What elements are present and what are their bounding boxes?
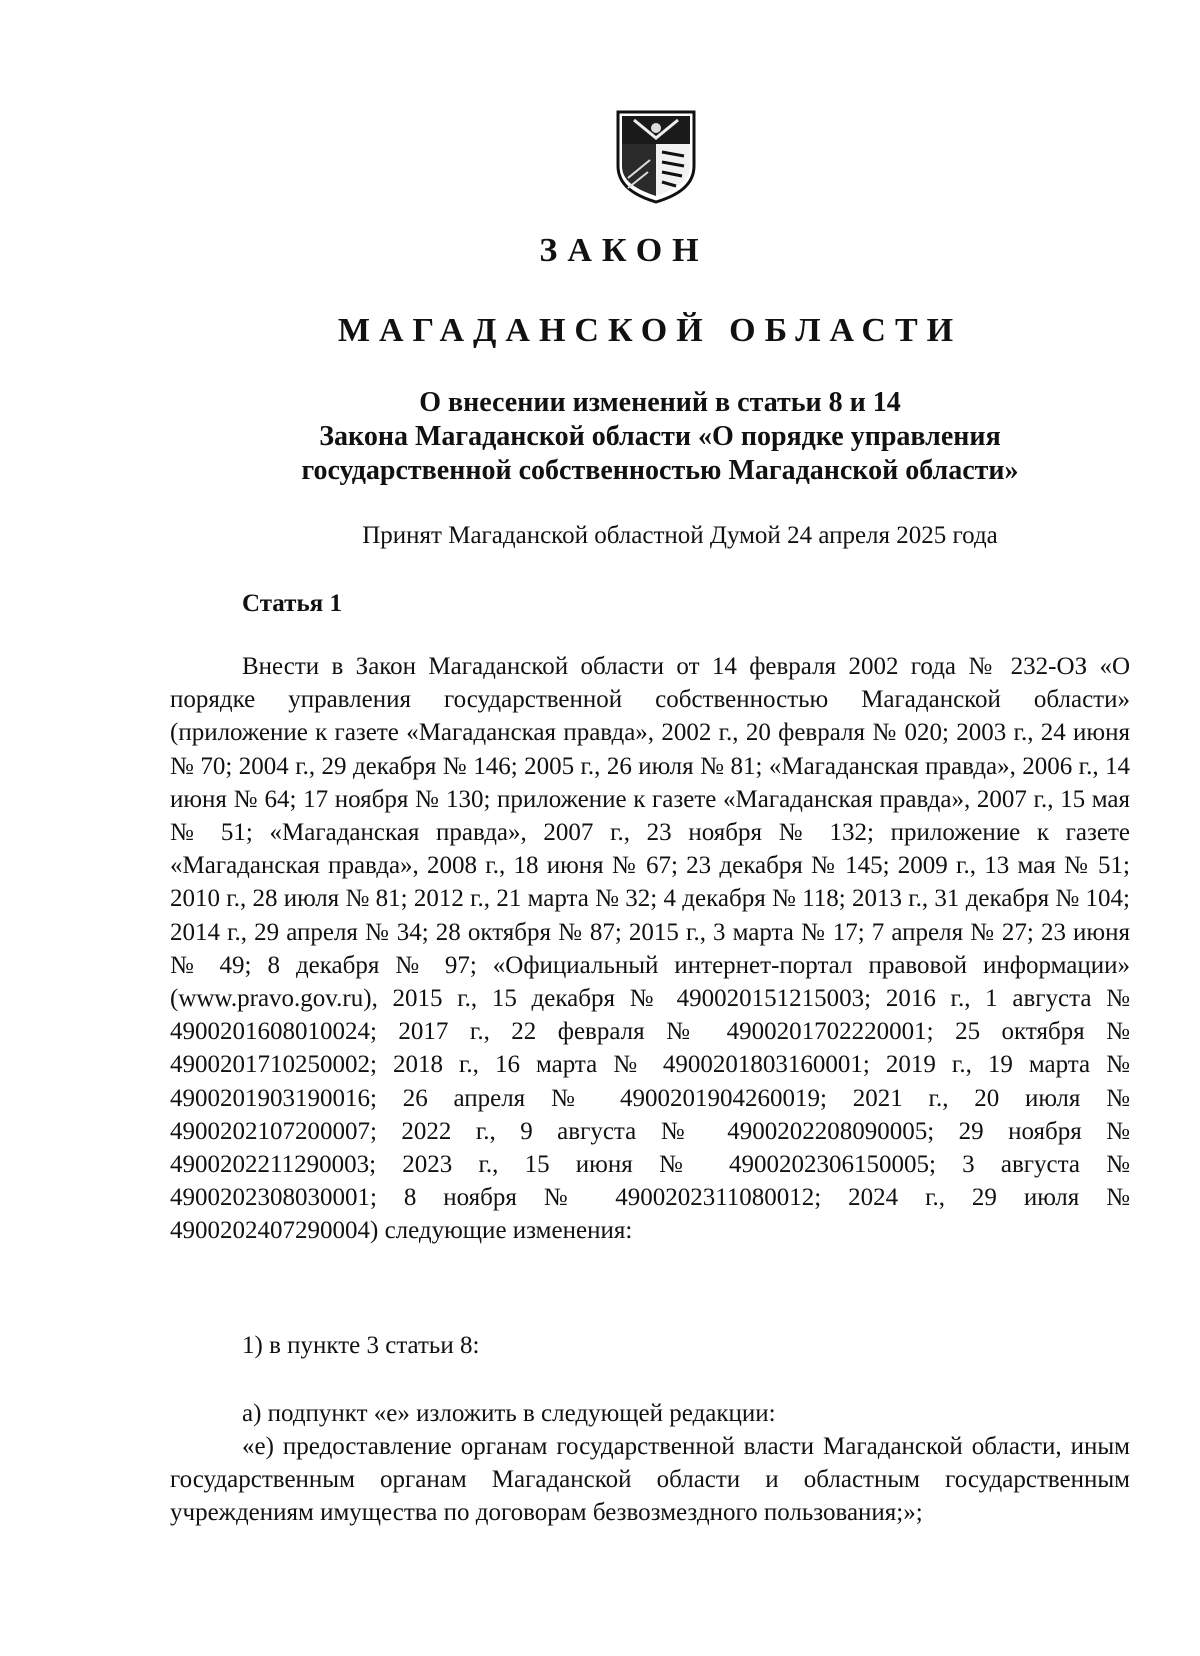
subject-line: О внесении изменений в статьи 8 и 14	[419, 387, 901, 418]
law-title: ЗАКОН	[539, 232, 709, 269]
article-heading: Статья 1	[242, 590, 342, 617]
subject-line: Закона Магаданской области «О порядке управления	[319, 421, 1001, 452]
law-subject	[220, 386, 1100, 488]
subitem-a-text: «е) предоставление органам государственной власти Магаданской области, иным государственным органам Магаданской области и областным государственным учреждениям имущества по договорам безвозмездного пользования;»;	[170, 1433, 1130, 1527]
region-title: МАГАДАНСКОЙ ОБЛАСТИ	[337, 312, 963, 349]
subitem-a: а) подпункт «е» изложить в следующей редакции:	[242, 1400, 776, 1427]
article-intro-paragraph: Внести в Закон Магаданской области от 14 февраля 2002 года № 232-ОЗ «О порядке управления государственной собственностью Магаданской области» (приложение к газете «Магаданская правда», 2002 г., 20 февраля № 020; 2003 г., 24 июня № 70; 2004 г., 29 декабря № 146; 2005 г., 26 июля № 81; «Магаданская правда», 2006 г., 14 июня № 64; 17 ноября № 130; приложение к газете «Магаданская правда», 2007 г., 15 мая № 51; «Магаданская правда», 2007 г., 23 ноября № 132; приложение к газете «Магаданская правда», 2008 г., 18 июня № 67; 23 декабря № 145; 2009 г., 13 мая № 51; 2010 г., 28 июля № 81; 2012 г., 21 марта № 32; 4 декабря № 118; 2013 г., 31 декабря № 104; 2014 г., 29 апреля № 34; 28 октября № 87; 2015 г., 3 марта № 17; 7 апреля № 27; 23 июня № 49; 8 декабря № 97; «Официальный интернет-портал правовой информации» (www.pravo.gov.ru), 2015 г., 15 декабря № 490020151215003; 2016 г., 1 августа № 4900201608010024; 2017 г., 22 февраля № 4900201702220001; 25 октября № 4900201710250002; 2018 г., 16 марта № 4900201803160001; 2019 г., 19 марта № 4900201903190016; 26 апреля № 4900201904260019; 2021 г., 20 июля № 4900202107200007; 2022 г., 9 августа № 4900202208090005; 29 ноября № 4900202211290003; 2023 г., 15 июня № 4900202306150005; 3 августа № 4900202308030001; 8 ноября № 4900202311080012; 2024 г., 29 июля № 4900202407290004) следующие изменения:	[170, 653, 1130, 1245]
coat-of-arms-emblem	[614, 108, 698, 204]
item-1: 1) в пункте 3 статьи 8:	[242, 1332, 480, 1359]
adoption-statement: Принят Магаданской областной Думой 24 апреля 2025 года	[362, 522, 998, 549]
subject-line: государственной собственностью Магаданской области»	[301, 455, 1019, 486]
